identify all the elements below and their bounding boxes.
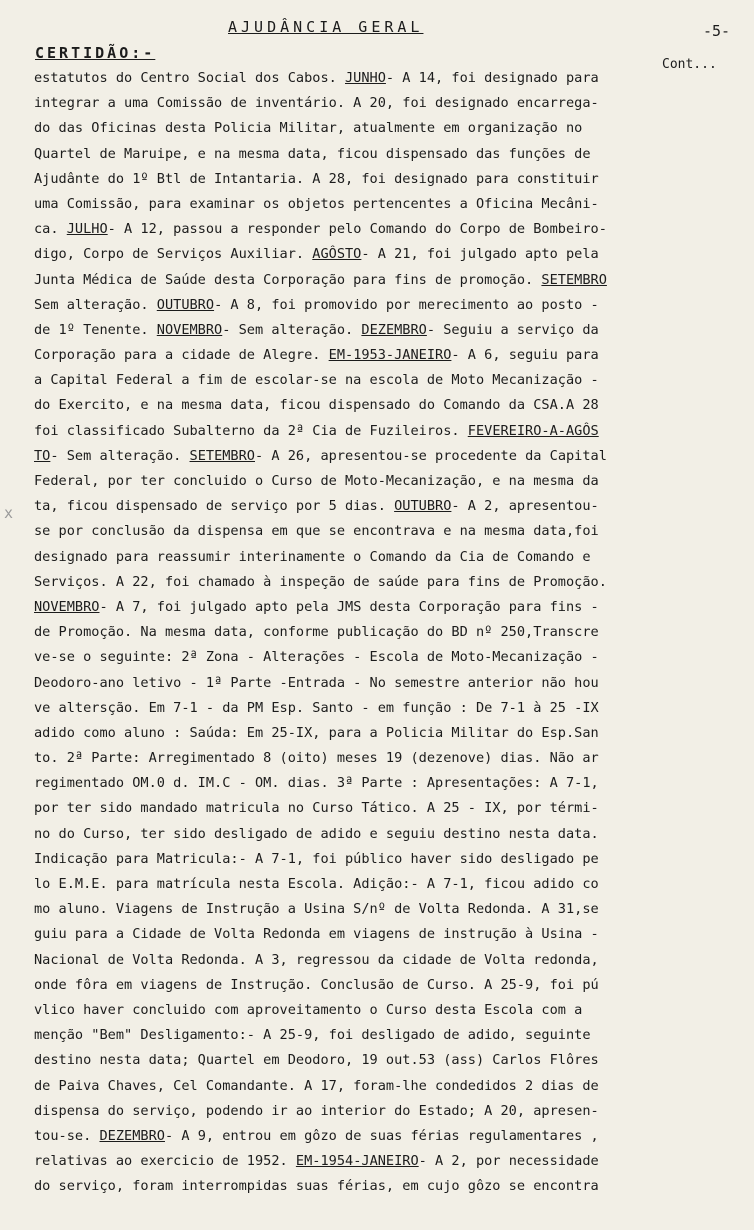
underlined-date-heading: DEZEMBRO (99, 1127, 165, 1144)
text-segment: lo E.M.E. para matrícula nesta Escola. Adição:- A 7-1, ficou adido co (34, 876, 599, 892)
document-body (34, 66, 734, 1199)
text-segment: - A 12, passou a responder pelo Comando do Corpo de Bombeiro- (107, 221, 607, 238)
text-segment: de Promoção. Na mesma data, conforme publicação do BD nº 250,Transcre (34, 624, 599, 641)
text-segment: Sem alteração. (34, 296, 157, 313)
text-line (34, 1174, 734, 1199)
document-heading: AJUDÂNCIA GERAL (228, 18, 424, 36)
text-segment: do Exercito, e na mesma data, ficou dispensado do Comando da CSA.A 28 (34, 397, 599, 414)
underlined-date-heading: FEVEREIRO-A-AGÔS (467, 422, 599, 439)
text-segment: Deodoro-ano letivo - 1ª Parte -Entrada - No semestre anterior não hou (34, 674, 599, 691)
text-segment: a Capital Federal a fim de escolar-se na escola de Moto Mecanização - (34, 372, 599, 389)
text-segment: Nacional de Volta Redonda. A 3, regressou da cidade de Volta redonda, (34, 951, 599, 968)
text-line (34, 192, 734, 217)
text-segment: ta, ficou dispensado de serviço por 5 dias. (34, 498, 395, 515)
text-segment: Indicação para Matricula:- A 7-1, foi público haver sido desligado pe (34, 850, 599, 867)
text-segment: guiu para a Cidade de Volta Redonda em viagens de instrução à Usina - (34, 926, 599, 943)
text-line (34, 494, 734, 519)
text-line (34, 645, 734, 670)
text-segment: Quartel de Maruipe, e na mesma data, ficou dispensado das funções de (34, 145, 591, 162)
text-line (34, 444, 734, 469)
text-line (34, 595, 734, 620)
underlined-date-heading: NOVEMBRO (34, 598, 100, 615)
underlined-date-heading: OUTUBRO (394, 498, 452, 515)
text-line (34, 368, 734, 393)
text-segment: vlico haver concluido com aproveitamento o Curso desta Escola com a (34, 1001, 583, 1018)
text-segment: to. 2ª Parte: Arregimentado 8 (oito) meses 19 (dezenove) dias. Não ar (34, 750, 599, 767)
text-segment: integrar a uma Comissão de inventário. A 20, foi designado encarrega- (34, 95, 599, 112)
text-line (34, 1023, 734, 1048)
text-line (34, 998, 734, 1023)
text-segment: - A 14, foi designado para (385, 70, 599, 86)
text-line (34, 91, 734, 116)
text-line (34, 293, 734, 318)
text-segment: - A 9, entrou em gôzo de suas férias regulamentares , (164, 1127, 599, 1144)
text-segment: uma Comissão, para examinar os objetos pertencentes a Oficina Mecâni- (34, 195, 599, 212)
text-segment: - Sem alteração. (222, 321, 362, 338)
underlined-date-heading: AGÔSTO (312, 246, 362, 263)
text-segment: relativas ao exercicio de 1952. (34, 1153, 296, 1170)
text-segment: - Sem alteração. (50, 447, 190, 464)
text-segment: - Seguiu a serviço da (426, 321, 599, 338)
text-line (34, 393, 734, 418)
text-segment: ve-se o seguinte: 2ª Zona - Alterações - Escola de Moto-Mecanização - (34, 649, 599, 666)
text-line (34, 1124, 734, 1149)
text-line (34, 671, 734, 696)
text-segment: Federal, por ter concluido o Curso de Moto-Mecanização, e na mesma da (34, 473, 599, 489)
underlined-date-heading: TO (34, 447, 51, 464)
text-segment: Serviços. A 22, foi chamado à inspeção de saúde para fins de Promoção. (34, 573, 607, 590)
underlined-date-heading: SETEMBRO (189, 447, 255, 464)
text-line (34, 343, 734, 368)
text-line (34, 469, 734, 494)
text-segment: - A 26, apresentou-se procedente da Capital (255, 447, 607, 464)
text-line (34, 696, 734, 721)
text-segment: se por conclusão da dispensa em que se encontrava e na mesma data,foi (34, 523, 599, 540)
text-segment: mo aluno. Viagens de Instrução a Usina S/nº de Volta Redonda. A 31,se (34, 901, 599, 918)
text-line (34, 217, 734, 242)
text-line (34, 1048, 734, 1073)
text-segment: por ter sido mandado matricula no Curso Tático. A 25 - IX, por térmi- (34, 800, 599, 817)
text-segment: no do Curso, ter sido desligado de adido e seguiu destino nesta data. (34, 825, 599, 842)
text-segment: foi classificado Subalterno da 2ª Cia de Fuzileiros. (34, 422, 468, 439)
text-segment: - A 21, foi julgado apto pela (361, 246, 599, 263)
text-line (34, 167, 734, 192)
text-line (34, 419, 734, 444)
margin-mark: x (4, 504, 14, 522)
text-segment: tou-se. (34, 1127, 100, 1144)
text-line (34, 847, 734, 872)
text-segment: Corporação para a cidade de Alegre. (34, 347, 329, 364)
underlined-date-heading: EM-1953-JANEIRO (328, 347, 452, 364)
underlined-date-heading: JUNHO (345, 70, 386, 86)
text-line (34, 570, 734, 595)
text-line (34, 242, 734, 267)
text-line (34, 897, 734, 922)
underlined-date-heading: JULHO (66, 221, 108, 238)
text-segment: - A 7, foi julgado apto pela JMS desta Corporação para fins - (99, 598, 599, 615)
text-segment: menção "Bem" Desligamento:- A 25-9, foi desligado de adido, seguinte (34, 1027, 591, 1044)
text-line (34, 872, 734, 897)
text-segment: Ajudânte do 1º Btl de Intantaria. A 28, foi designado para constituir (34, 170, 599, 187)
underlined-date-heading: DEZEMBRO (361, 321, 427, 338)
text-line (34, 1074, 734, 1099)
underlined-date-heading: OUTUBRO (156, 296, 215, 313)
text-segment: Junta Médica de Saúde desta Corporação para fins de promoção. (34, 271, 542, 288)
text-line (34, 142, 734, 167)
text-line (34, 318, 734, 343)
text-segment: adido como aluno : Saúda: Em 25-IX, para a Policia Militar do Esp.San (34, 724, 599, 741)
text-segment: dispensa do serviço, podendo ir ao interior do Estado; A 20, apresen- (34, 1102, 599, 1119)
text-line (34, 620, 734, 645)
text-segment: regimentado OM.0 d. IM.C - OM. dias. 3ª Parte : Apresentações: A 7-1, (34, 775, 599, 792)
text-line (34, 116, 734, 141)
text-line (34, 796, 734, 821)
text-segment: de 1º Tenente. (34, 321, 157, 338)
underlined-date-heading: EM-1954-JANEIRO (295, 1153, 419, 1170)
text-line (34, 545, 734, 570)
text-line (34, 1149, 734, 1174)
text-line (34, 973, 734, 998)
text-segment: ca. (34, 221, 67, 238)
text-segment: designado para reassumir interinamente o Comando da Cia de Comando e (34, 548, 591, 565)
text-segment: - A 8, foi promovido por merecimento ao posto - (214, 296, 599, 313)
continued-marker: Cont... (662, 57, 717, 72)
text-segment: - A 6, seguiu para (451, 347, 599, 364)
text-segment: digo, Corpo de Serviços Auxiliar. (34, 246, 313, 263)
text-line (34, 1099, 734, 1124)
text-line (34, 822, 734, 847)
text-segment: destino nesta data; Quartel em Deodoro, 19 out.53 (ass) Carlos Flôres (34, 1052, 599, 1069)
text-line (34, 519, 734, 544)
underlined-date-heading: SETEMBRO (541, 271, 607, 288)
text-line (34, 268, 734, 293)
text-segment: - A 2, por necessidade (418, 1153, 599, 1170)
text-segment: estatutos do Centro Social dos Cabos. (34, 70, 345, 86)
text-line (34, 948, 734, 973)
page-number: -5- (703, 22, 731, 40)
text-segment: do das Oficinas desta Policia Militar, atualmente em organização no (34, 120, 583, 137)
text-line (34, 721, 734, 746)
text-segment: ve altersção. Em 7-1 - da PM Esp. Santo - em função : De 7-1 à 25 -IX (34, 699, 599, 716)
section-label: CERTIDÃO:- (35, 44, 156, 62)
text-line (34, 771, 734, 796)
text-line (34, 746, 734, 771)
text-segment: do serviço, foram interrompidas suas férias, em cujo gôzo se encontra (34, 1178, 599, 1195)
text-line (34, 922, 734, 947)
text-segment: - A 2, apresentou- (451, 498, 599, 515)
text-line (34, 66, 734, 91)
underlined-date-heading: NOVEMBRO (156, 321, 223, 338)
text-segment: onde fôra em viagens de Instrução. Conclusão de Curso. A 25-9, foi pú (34, 976, 599, 993)
text-segment: de Paiva Chaves, Cel Comandante. A 17, foram-lhe condedidos 2 dias de (34, 1077, 599, 1094)
